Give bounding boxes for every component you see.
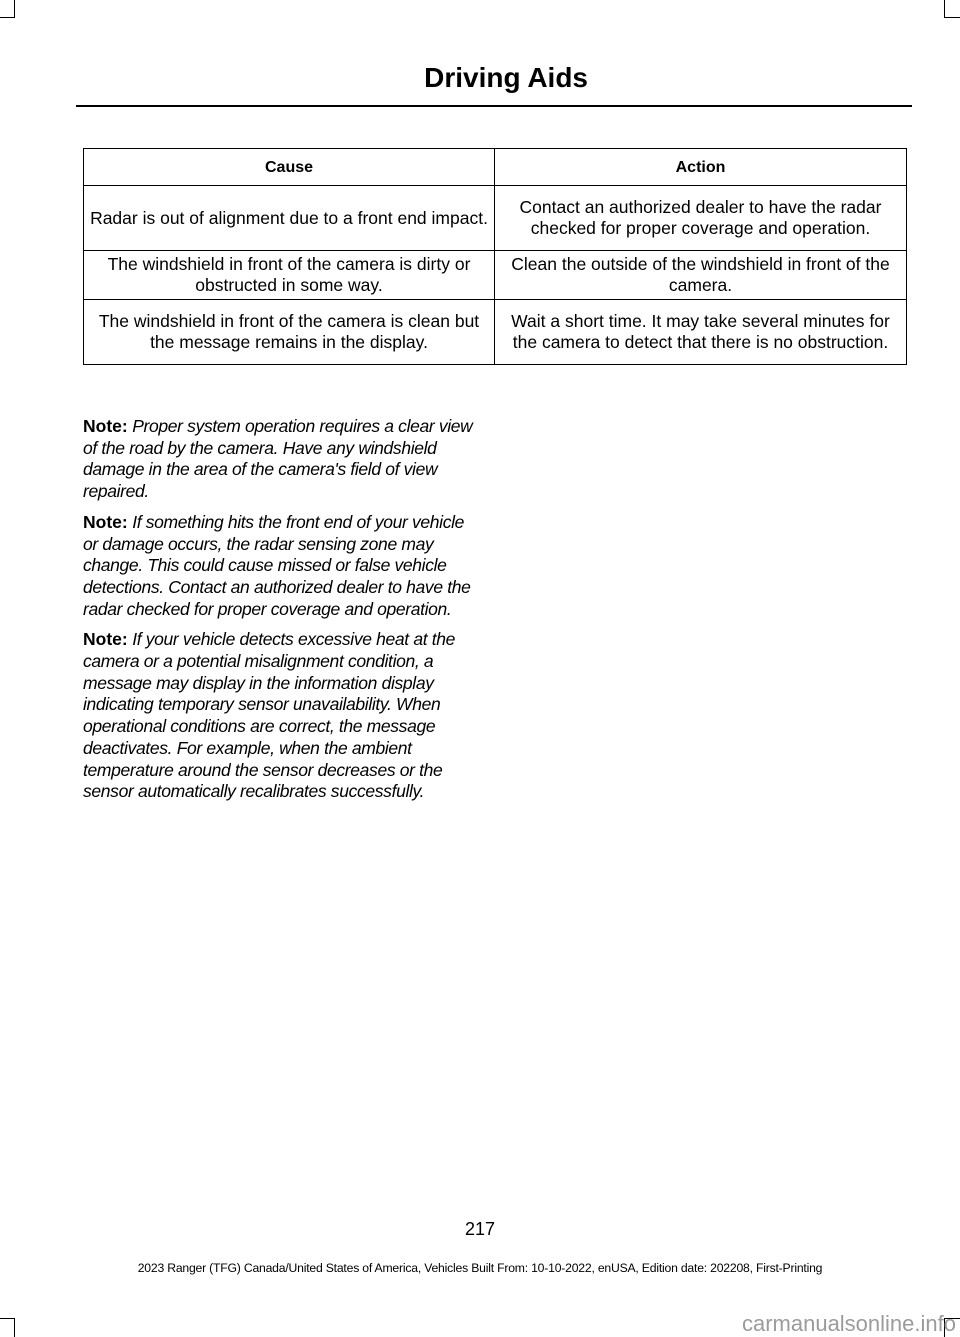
note-text: If something hits the front end of your vehicle or damage occurs, the radar sensing zone may change. This could cause missed or false vehicle detections. Contact an authorized dealer to have the radar checked for proper coverage and operation. xyxy=(83,511,471,619)
page-number: 217 xyxy=(464,1219,496,1239)
note-text: Proper system operation requires a clear view of the road by the camera. Have any windshield damage in the area of the camera's field of view repaired. xyxy=(83,416,473,502)
watermark: carmanualsonline.info xyxy=(741,1311,956,1336)
header-divider xyxy=(76,105,912,107)
note-label: Note: xyxy=(83,629,128,650)
crop-mark-bottom-left xyxy=(14,1318,15,1337)
table-row xyxy=(84,300,907,365)
action-cell: Wait a short time. It may take several minutes for the camera to detect that there is no obstruction. xyxy=(495,300,907,365)
crop-mark-top-right xyxy=(945,17,960,18)
cause-action-table xyxy=(83,148,907,365)
cause-cell: The windshield in front of the camera is dirty or obstructed in some way. xyxy=(84,251,495,300)
note-paragraph xyxy=(83,512,479,621)
table-header-row xyxy=(84,149,907,186)
table-row xyxy=(84,251,907,300)
note-label: Note: xyxy=(83,416,128,436)
action-cell: Contact an authorized dealer to have the radar checked for proper coverage and operation. xyxy=(495,186,907,251)
crop-mark-top-right xyxy=(944,0,945,18)
note-paragraph xyxy=(83,629,479,803)
table-row xyxy=(84,186,907,251)
crop-mark-bottom-left xyxy=(0,1318,14,1319)
note-text: If your vehicle detects excessive heat at the camera or a potential misalignment condition, a message may display in the information display indicating temporary sensor unavailability. When operational conditions are correct, the message deactivates. For example, when the ambient temperature around the sensor decreases or the sensor automatically recalibrates successfully. xyxy=(83,629,455,802)
page-title: Driving Aids xyxy=(424,62,588,93)
action-cell: Clean the outside of the windshield in front of the camera. xyxy=(495,251,907,300)
cause-cell: Radar is out of alignment due to a front end impact. xyxy=(84,186,495,251)
crop-mark-top-left xyxy=(0,17,14,18)
notes-section xyxy=(83,416,479,812)
cause-cell: The windshield in front of the camera is clean but the message remains in the display. xyxy=(84,300,495,365)
column-header-cause: Cause xyxy=(84,149,495,186)
edition-footer: 2023 Ranger (TFG) Canada/United States of America, Vehicles Built From: 10-10-2022, enUSA, Edition date: 202208, First-Printing xyxy=(137,1261,823,1275)
note-label: Note: xyxy=(83,511,128,532)
column-header-action: Action xyxy=(495,149,907,186)
crop-mark-top-left xyxy=(14,0,15,18)
note-paragraph xyxy=(83,416,479,503)
